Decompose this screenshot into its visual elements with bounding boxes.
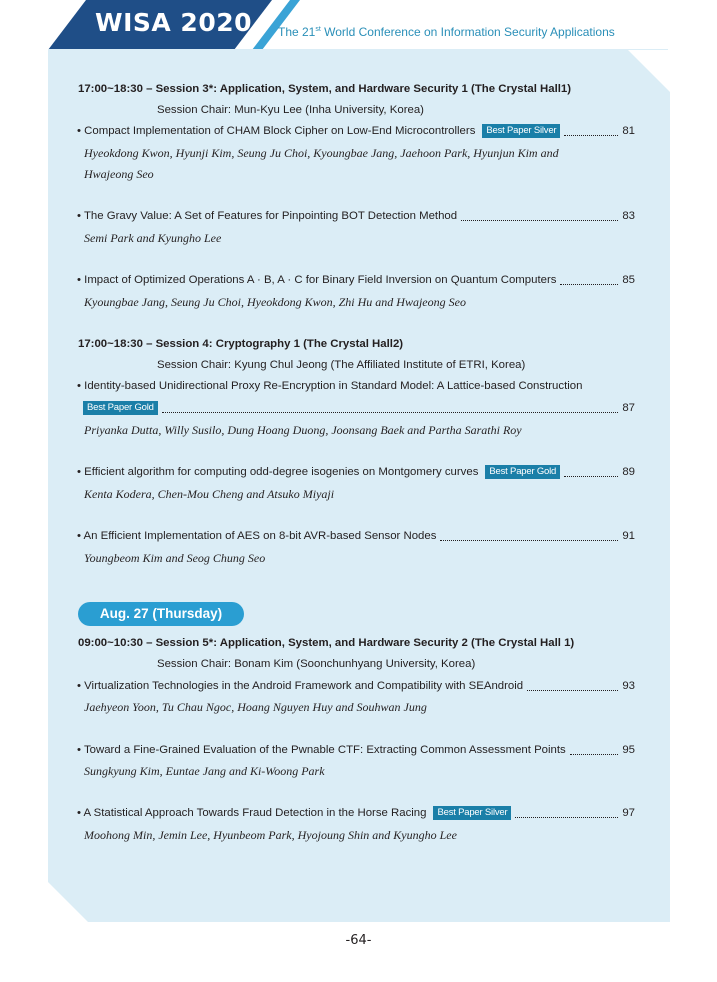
paper-entry: [77, 209, 635, 223]
dot-leader: [440, 531, 618, 541]
session-4-heading: 17:00~18:30 – Session 4: Cryptography 1 (The Crystal Hall2): [78, 338, 404, 350]
dot-leader: [570, 745, 619, 755]
page-number: -64-: [345, 933, 372, 948]
paper-entry: [77, 743, 635, 757]
paper-authors: Kyoungbae Jang, Seung Ju Choi, Hyeokdong Kwon, Zhi Hu and Hwajeong Seo: [84, 295, 466, 309]
paper-title: • Compact Implementation of CHAM Block Cipher on Low-End Microcontrollers: [77, 125, 476, 137]
paper-entry: [77, 529, 635, 543]
paper-title: • The Gravy Value: A Set of Features for Pinpointing BOT Detection Method: [77, 210, 458, 222]
dot-leader: [564, 467, 618, 477]
dot-leader: [527, 681, 618, 691]
paper-title: • Impact of Optimized Operations A · B, A · C for Binary Field Inversion on Quantum Computers: [77, 274, 557, 286]
best-paper-badge: Best Paper Silver: [482, 124, 560, 138]
conference-title: The 21st World Conference on Information Security Applications: [278, 25, 615, 39]
session-5-heading: 09:00~10:30 – Session 5*: Application, System, and Hardware Security 2 (The Crystal Hall 1): [78, 637, 575, 649]
wisa-logo: WISA 2020: [95, 8, 253, 37]
paper-authors: Moohong Min, Jemin Lee, Hyunbeom Park, Hyojoung Shin and Kyungho Lee: [84, 828, 457, 842]
best-paper-badge: Best Paper Silver: [433, 806, 511, 820]
paper-entry: [77, 124, 635, 138]
paper-entry: [77, 806, 635, 820]
page-ref: 89: [622, 466, 635, 478]
page-ref: 93: [622, 680, 635, 692]
page-ref: 81: [622, 125, 635, 137]
day-label: Aug. 27 (Thursday): [78, 602, 244, 626]
dot-leader: [564, 126, 618, 136]
session-4-chair: Session Chair: Kyung Chul Jeong (The Affiliated Institute of ETRI, Korea): [157, 359, 526, 371]
paper-entry: [77, 679, 635, 693]
paper-title: • Virtualization Technologies in the Android Framework and Compatibility with SEAndroid: [77, 680, 524, 692]
session-3-chair: Session Chair: Mun-Kyu Lee (Inha University, Korea): [157, 104, 424, 116]
paper-authors: Jaehyeon Yoon, Tu Chau Ngoc, Hoang Nguyen Huy and Souhwan Jung: [84, 700, 427, 714]
paper-authors: Hyeokdong Kwon, Hyunji Kim, Seung Ju Choi, Kyoungbae Jang, Jaehoon Park, Hyunjun Kim and: [84, 146, 559, 160]
page-ref: 83: [622, 210, 635, 222]
paper-authors: Sungkyung Kim, Euntae Jang and Ki-Woong Park: [84, 764, 325, 778]
page-ref: 97: [622, 807, 635, 819]
page-ref: 85: [622, 274, 635, 286]
page-ref: 95: [622, 744, 635, 756]
paper-title: • Efficient algorithm for computing odd-degree isogenies on Montgomery curves: [77, 466, 479, 478]
paper-title: • A Statistical Approach Towards Fraud Detection in the Horse Racing: [77, 807, 427, 819]
page-ref: 87: [622, 402, 635, 414]
session-3-heading: 17:00~18:30 – Session 3*: Application, System, and Hardware Security 1 (The Crystal Hall1): [78, 83, 572, 95]
best-paper-badge: Best Paper Gold: [83, 401, 158, 415]
paper-title: • Identity-based Unidirectional Proxy Re-Encryption in Standard Model: A Lattice-based Construction: [77, 380, 583, 392]
paper-entry: [77, 379, 635, 393]
paper-authors: Semi Park and Kyungho Lee: [84, 231, 222, 245]
paper-entry: [77, 465, 635, 479]
dot-leader: [461, 211, 618, 221]
dot-leader: [515, 808, 618, 818]
dot-leader: [162, 403, 619, 413]
paper-authors: Youngbeom Kim and Seog Chung Seo: [84, 551, 266, 565]
paper-authors-cont: Hwajeong Seo: [84, 167, 154, 181]
paper-authors: Priyanka Dutta, Willy Susilo, Dung Hoang Duong, Joonsang Baek and Partha Sarathi Roy: [84, 423, 522, 437]
paper-title: • An Efficient Implementation of AES on 8-bit AVR-based Sensor Nodes: [77, 530, 437, 542]
paper-entry: [77, 273, 635, 287]
session-5-chair: Session Chair: Bonam Kim (Soonchunhyang University, Korea): [157, 658, 476, 670]
page-ref: 91: [622, 530, 635, 542]
paper-authors: Kenta Kodera, Chen-Mou Cheng and Atsuko Miyaji: [84, 487, 335, 501]
best-paper-badge: Best Paper Gold: [485, 465, 560, 479]
paper-title: • Toward a Fine-Grained Evaluation of the Pwnable CTF: Extracting Common Assessment Points: [77, 744, 566, 756]
dot-leader: [560, 275, 618, 285]
paper-entry-cont: [77, 401, 635, 415]
